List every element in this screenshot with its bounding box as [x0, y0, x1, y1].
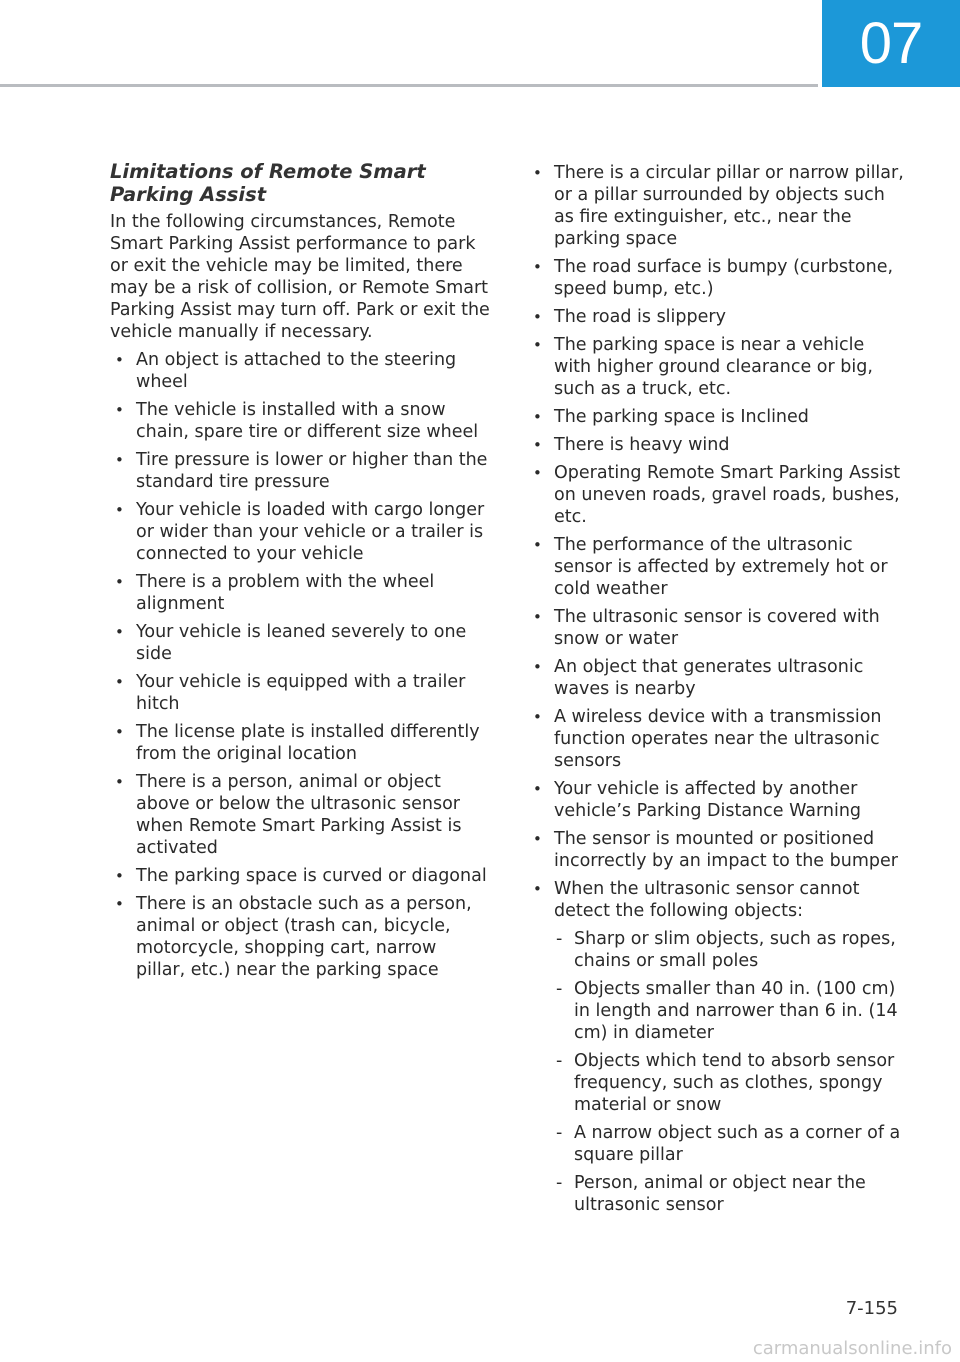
sub-list-item	[554, 928, 906, 972]
list-item-text: Your vehicle is equipped with a trailer hitch	[136, 672, 466, 714]
sub-list-item	[554, 1172, 906, 1216]
list-item	[528, 306, 906, 328]
bullet-icon: •	[533, 336, 542, 354]
list-item-text: The parking space is near a vehicle with higher ground clearance or big, such as a truck, etc.	[554, 335, 873, 399]
bullet-icon: •	[115, 773, 124, 791]
bullet-icon: •	[115, 673, 124, 691]
list-item-text: A wireless device with a transmission function operates near the ultrasonic sensors	[554, 707, 882, 771]
list-item	[110, 499, 490, 565]
sub-list-item-text: Sharp or slim objects, such as ropes, chains or small poles	[574, 929, 896, 971]
list-item-text: An object that generates ultrasonic waves is nearby	[554, 657, 864, 699]
list-item-text: The road surface is bumpy (curbstone, speed bump, etc.)	[554, 257, 894, 299]
list-item	[110, 571, 490, 615]
dash-icon: -	[556, 1051, 563, 1071]
list-item-text: There is a circular pillar or narrow pillar, or a pillar surrounded by objects such as fire extinguisher, etc., near the parking space	[554, 163, 904, 249]
list-item-text: The vehicle is installed with a snow chain, spare tire or different size wheel	[136, 400, 479, 442]
list-item	[110, 893, 490, 981]
header-rule	[0, 84, 818, 87]
list-item	[528, 878, 906, 1216]
list-item	[110, 449, 490, 493]
bullet-icon: •	[115, 501, 124, 519]
list-item-text: There is an obstacle such as a person, animal or object (trash can, bicycle, motorcycle, shopping cart, narrow pillar, etc.) near the parking space	[136, 894, 472, 980]
list-item	[110, 721, 490, 765]
bullet-icon: •	[115, 351, 124, 369]
bullet-icon: •	[115, 723, 124, 741]
sub-list-item-text: Objects which tend to absorb sensor frequency, such as clothes, spongy material or snow	[574, 1051, 895, 1115]
bullet-icon: •	[115, 573, 124, 591]
bullet-icon: •	[533, 830, 542, 848]
sub-list	[554, 928, 906, 1216]
page-number: 7-155	[845, 1298, 898, 1319]
bullet-icon: •	[533, 780, 542, 798]
list-item	[528, 534, 906, 600]
list-item-text: Your vehicle is loaded with cargo longer or wider than your vehicle or a trailer is connected to your vehicle	[136, 500, 485, 564]
dash-icon: -	[556, 979, 563, 999]
sub-list-item	[554, 978, 906, 1044]
section-heading: Limitations of Remote Smart Parking Assist	[110, 160, 426, 206]
list-item	[528, 334, 906, 400]
bullet-icon: •	[115, 401, 124, 419]
list-item-text: The license plate is installed differently from the original location	[136, 722, 480, 764]
bullet-icon: •	[533, 464, 542, 482]
chapter-number: 07	[822, 0, 960, 87]
right-bullet-list	[528, 162, 906, 1216]
left-column	[110, 160, 490, 987]
intro-paragraph: In the following circumstances, Remote Smart Parking Assist performance to park or exit the vehicle may be limited, there may be a risk of collision, or Remote Smart Parking Assist may turn off. Park or exit the vehicle manually if necessary.	[110, 212, 490, 342]
bullet-icon: •	[115, 867, 124, 885]
bullet-icon: •	[115, 623, 124, 641]
list-item	[528, 706, 906, 772]
sub-list-item	[554, 1050, 906, 1116]
left-bullet-list	[110, 349, 490, 981]
list-item	[528, 606, 906, 650]
list-item	[110, 865, 490, 887]
bullet-icon: •	[533, 880, 542, 898]
bullet-icon: •	[533, 408, 542, 426]
bullet-icon: •	[533, 164, 542, 182]
list-item	[110, 349, 490, 393]
list-item	[528, 162, 906, 250]
list-item-text: The parking space is Inclined	[554, 407, 809, 427]
bullet-icon: •	[115, 451, 124, 469]
right-column	[528, 162, 906, 1222]
list-item	[528, 828, 906, 872]
bullet-icon: •	[115, 895, 124, 913]
dash-icon: -	[556, 929, 563, 949]
list-item-text: There is heavy wind	[554, 435, 730, 455]
list-item-text: Tire pressure is lower or higher than the standard tire pressure	[136, 450, 488, 492]
bullet-icon: •	[533, 308, 542, 326]
sub-list-item-text: A narrow object such as a corner of a square pillar	[574, 1123, 901, 1165]
sub-list-item	[554, 1122, 906, 1166]
watermark-link[interactable]: carmanualsonline.info	[752, 1338, 952, 1359]
dash-icon: -	[556, 1123, 563, 1143]
list-item-text: There is a person, animal or object above or below the ultrasonic sensor when Remote Smart Parking Assist is activated	[136, 772, 462, 858]
list-item-text: The ultrasonic sensor is covered with snow or water	[554, 607, 880, 649]
list-item-text: Your vehicle is affected by another vehicle’s Parking Distance Warning	[554, 779, 862, 821]
list-item-text: The road is slippery	[554, 307, 726, 327]
list-item-text: Operating Remote Smart Parking Assist on uneven roads, gravel roads, bushes, etc.	[554, 463, 901, 527]
bullet-icon: •	[533, 436, 542, 454]
list-item	[528, 256, 906, 300]
sub-list-item-text: Objects smaller than 40 in. (100 cm) in length and narrower than 6 in. (14 cm) in diameter	[574, 979, 898, 1043]
bullet-icon: •	[533, 708, 542, 726]
list-item-text: When the ultrasonic sensor cannot detect the following objects:	[554, 879, 860, 921]
list-item-text: The performance of the ultrasonic sensor is affected by extremely hot or cold weather	[554, 535, 888, 599]
list-item	[528, 656, 906, 700]
list-item-text: Your vehicle is leaned severely to one side	[136, 622, 467, 664]
list-item	[110, 621, 490, 665]
bullet-icon: •	[533, 258, 542, 276]
list-item-text: An object is attached to the steering wheel	[136, 350, 457, 392]
list-item	[528, 462, 906, 528]
list-item	[528, 778, 906, 822]
list-item-text: The parking space is curved or diagonal	[136, 866, 487, 886]
list-item	[528, 406, 906, 428]
list-item-text: There is a problem with the wheel alignment	[136, 572, 435, 614]
list-item-text: The sensor is mounted or positioned incorrectly by an impact to the bumper	[554, 829, 898, 871]
list-item	[110, 399, 490, 443]
list-item	[528, 434, 906, 456]
list-item	[110, 771, 490, 859]
dash-icon: -	[556, 1173, 563, 1193]
bullet-icon: •	[533, 658, 542, 676]
sub-list-item-text: Person, animal or object near the ultrasonic sensor	[574, 1173, 866, 1215]
bullet-icon: •	[533, 536, 542, 554]
list-item	[110, 671, 490, 715]
bullet-icon: •	[533, 608, 542, 626]
